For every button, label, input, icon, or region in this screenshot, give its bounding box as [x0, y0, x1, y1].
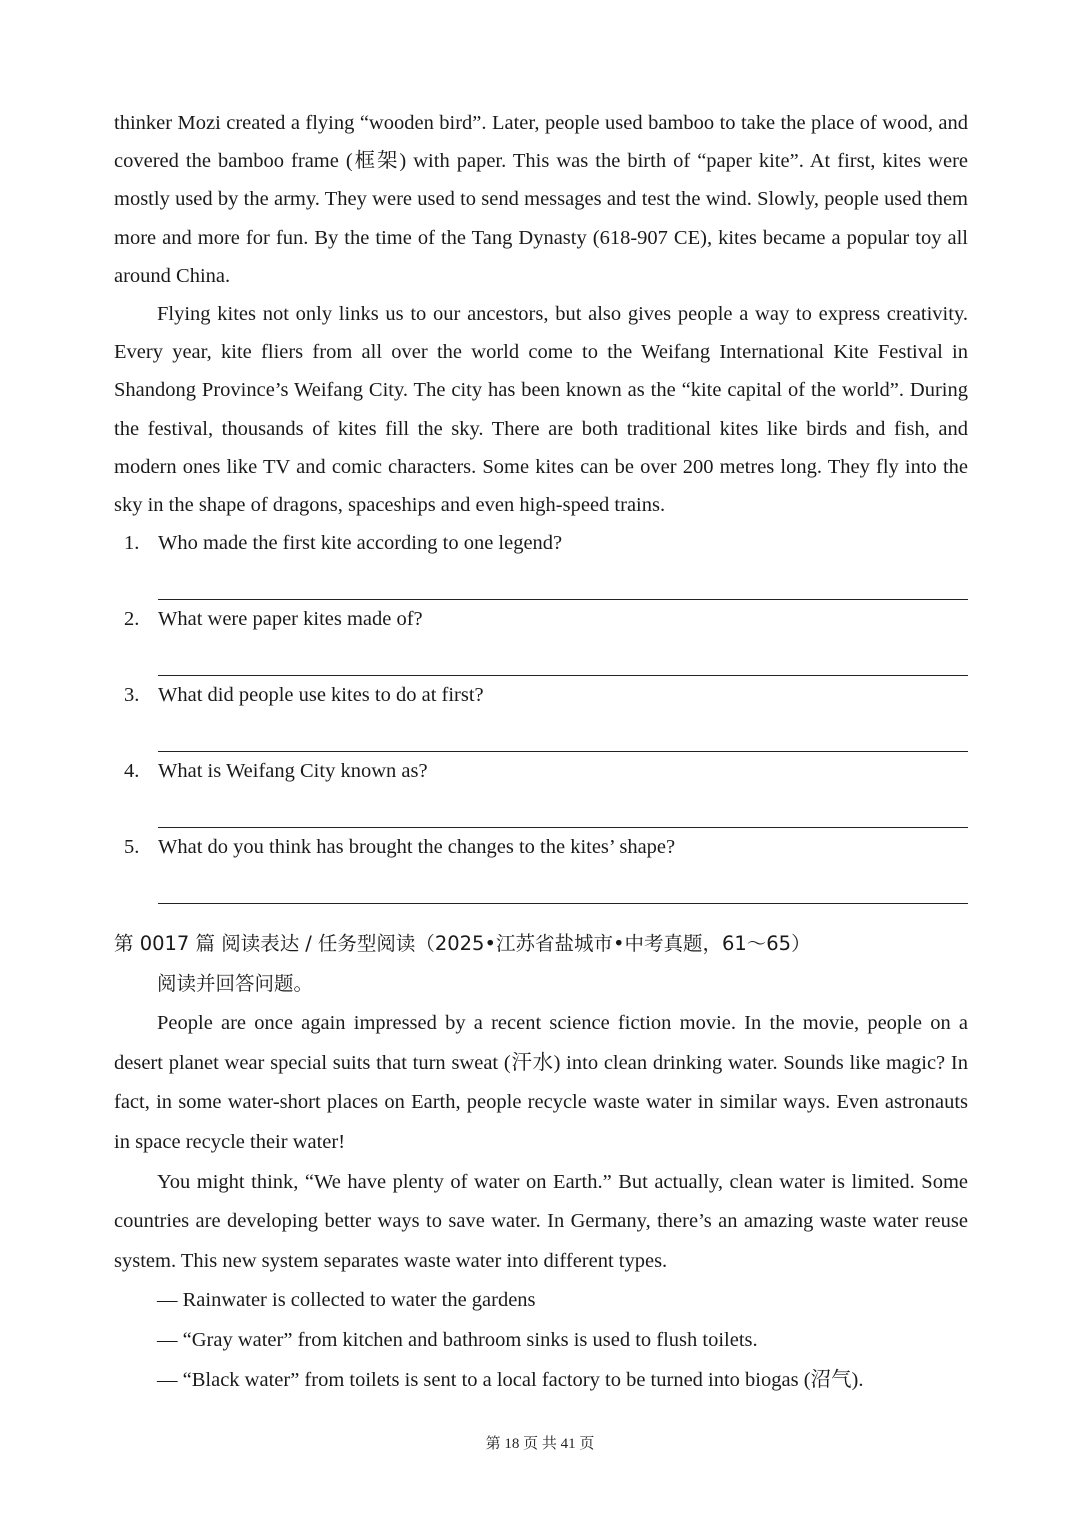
question-number: 5. [124, 836, 140, 859]
passage-paragraph: Flying kites not only links us to our ancestors, but also gives people a way to express creativity. Every year, kite fliers from all over the world come to the Weifang International Kite Festival in Shandong Province’s Weifang City. The city has been known as the “kite capital of the world”. During the festival, thousands of kites fill the sky. There are both traditional kites like birds and fish, and modern ones like TV and comic characters. Some kites can be over 200 metres long. They fly into the sky in the shape of dragons, spaceships and even high-speed trains. [114, 303, 968, 517]
question-item [114, 524, 968, 600]
list-item: — “Black water” from toilets is sent to a local factory to be turned into biogas (沼气). [157, 1368, 864, 1391]
passage-one [114, 104, 968, 524]
section-subtitle: 任务型阅读（2025•江苏省盐城市•中考真题，61～65） [317, 932, 811, 956]
question-number: 4. [124, 760, 140, 783]
question-text: What did people use kites to do at first? [158, 684, 484, 707]
question-text: What do you think has brought the changes to the kites’ shape? [158, 836, 676, 859]
question-item [114, 828, 968, 904]
passage-paragraph: You might think, “We have plenty of water on Earth.” But actually, clean water is limited. Some countries are developing better ways to save water. In Germany, there’s an amazing waste water reuse system. This new system separates waste water into different types. [114, 1170, 968, 1272]
question-text: Who made the first kite according to one legend? [158, 532, 563, 555]
list-item: — “Gray water” from kitchen and bathroom sinks is used to flush toilets. [157, 1328, 758, 1351]
question-item [114, 752, 968, 828]
section-separator: / [305, 932, 312, 956]
passage-two [114, 1004, 968, 1400]
page-number: 第 18 页 共 41 页 [485, 1436, 595, 1452]
question-number: 2. [124, 608, 140, 631]
question-item [114, 676, 968, 752]
question-number: 3. [124, 684, 140, 707]
question-item [114, 600, 968, 676]
question-text: What is Weifang City known as? [158, 760, 428, 783]
passage-paragraph: People are once again impressed by a recent science fiction movie. In the movie, people on a desert planet wear special suits that turn sweat (汗水) into clean drinking water. Sounds like magic? In fact, in some water-short places on Earth, people recycle waste water in similar ways. Even astronauts in space recycle their water! [114, 1012, 968, 1154]
answer-line[interactable] [158, 562, 968, 600]
question-number: 1. [124, 532, 140, 555]
page-footer [0, 1432, 1080, 1456]
list-item: — Rainwater is collected to water the gardens [157, 1289, 536, 1312]
answer-line[interactable] [158, 790, 968, 828]
instruction-text: 阅读并回答问题。 [157, 972, 314, 996]
document-page [114, 104, 968, 1400]
section-label: 第 0017 篇 阅读表达 [114, 932, 300, 956]
question-list [114, 524, 968, 904]
answer-line[interactable] [158, 866, 968, 904]
question-text: What were paper kites made of? [158, 608, 423, 631]
answer-line[interactable] [158, 714, 968, 752]
section-heading [114, 924, 968, 964]
passage-paragraph: thinker Mozi created a flying “wooden bird”. Later, people used bamboo to take the place of wood, and covered the bamboo frame (框架) with paper. This was the birth of “paper kite”. At first, kites were mostly used by the army. They were used to send messages and test the wind. Slowly, people used them more and more for fun. By the time of the Tang Dynasty (618-907 CE), kites became a popular toy all around China. [114, 112, 968, 287]
answer-line[interactable] [158, 638, 968, 676]
